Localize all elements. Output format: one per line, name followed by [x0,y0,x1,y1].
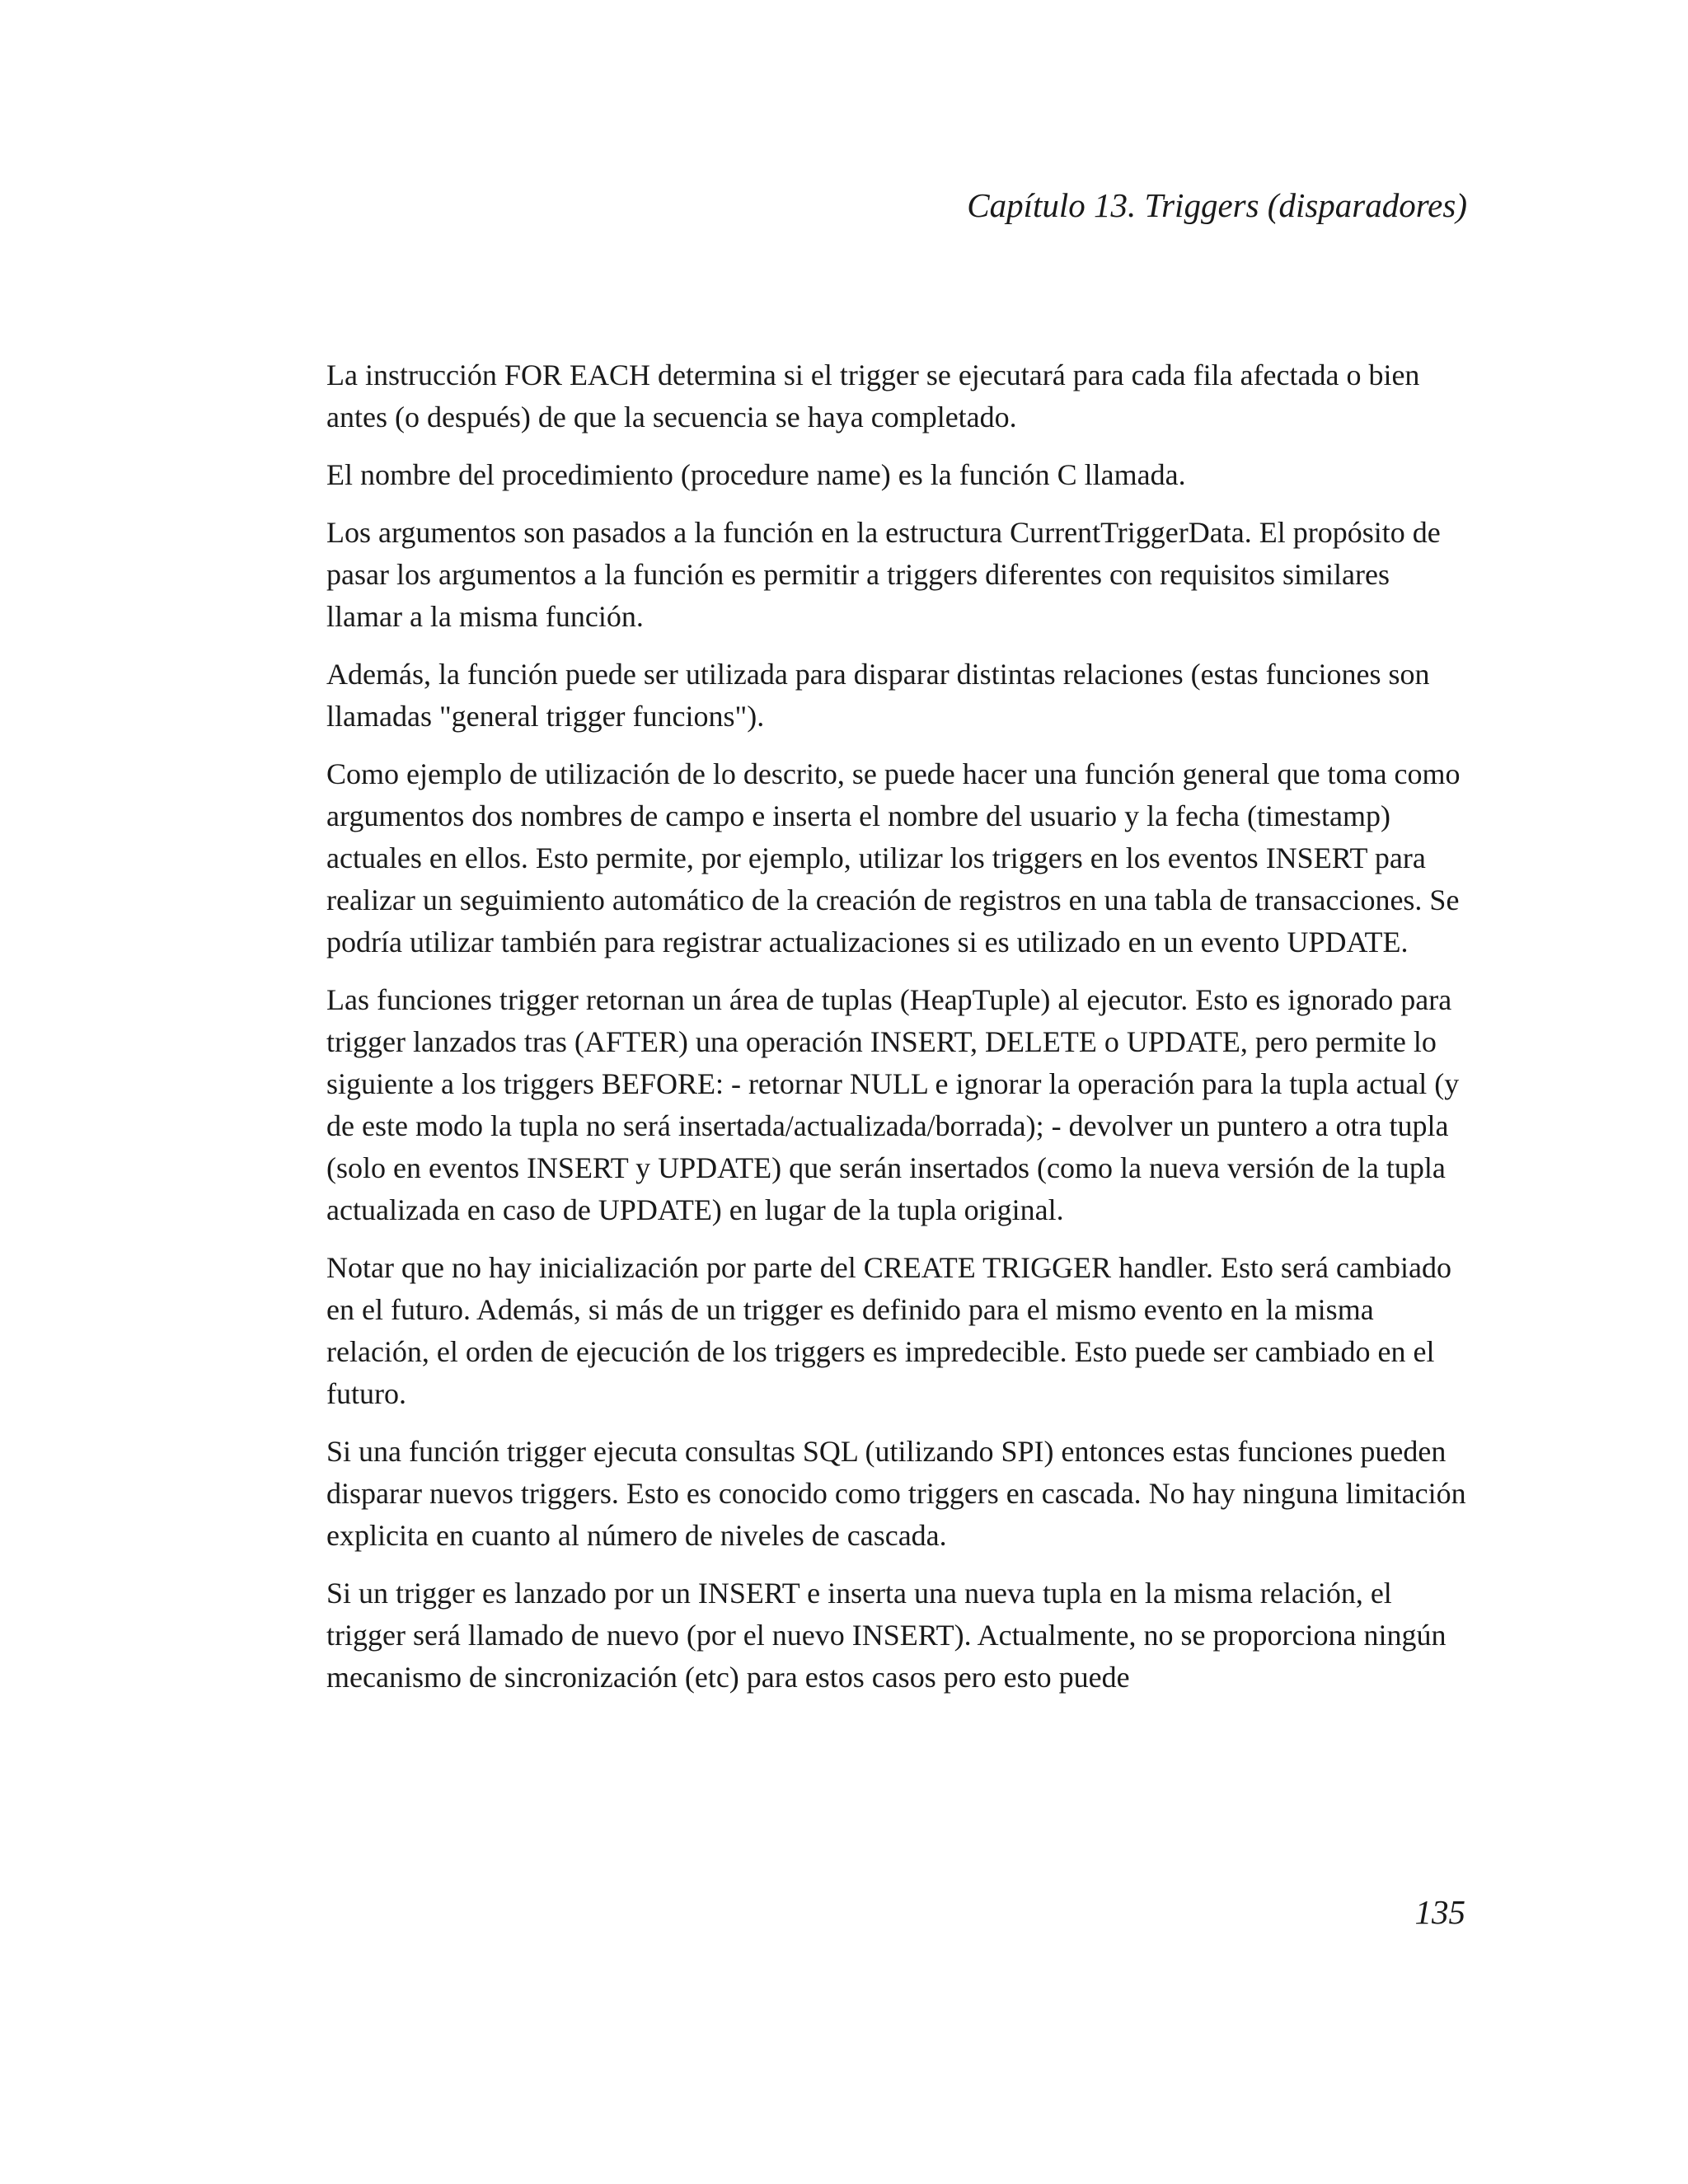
paragraph: Como ejemplo de utilización de lo descrito, se puede hacer una función general que toma como argumentos dos nombres de campo e inserta el nombre del usuario y la fecha (timestamp) actuales en ellos. Esto permite, por ejemplo, utilizar los triggers en los eventos INSERT para realizar un seguimiento automático de la creación de registros en una tabla de transacciones. Se podría utilizar también para registrar actualizaciones si es utilizado en un evento UPDATE. [326,757,1461,958]
paragraph: Además, la función puede ser utilizada para disparar distintas relaciones (estas funciones son llamadas "general trigger funcions"). [326,658,1430,733]
paragraph: El nombre del procedimiento (procedure name) es la función C llamada. [326,458,1186,491]
paragraph: Las funciones trigger retornan un área de tuplas (HeapTuple) al ejecutor. Esto es ignorado para trigger lanzados tras (AFTER) una operación INSERT, DELETE o UPDATE, pero permite lo siguiente a los triggers BEFORE: - retornar NULL e ignorar la operación para la tupla actual (y de este modo la tupla no será insertada/actualizada/borrada); - devolver un puntero a otra tupla (solo en eventos INSERT y UPDATE) que serán insertados (como la nueva versión de la tupla actualizada en caso de UPDATE) en lugar de la tupla original. [326,983,1460,1226]
paragraph: Los argumentos son pasados a la función en la estructura CurrentTriggerData. El propósito de pasar los argumentos a la función es permitir a triggers diferentes con requisitos similares llamar a la misma función. [326,516,1441,633]
paragraph: Notar que no hay inicialización por parte del CREATE TRIGGER handler. Esto será cambiado en el futuro. Además, si más de un trigger es definido para el mismo evento en la misma relación, el orden de ejecución de los triggers es impredecible. Esto puede ser cambiado en el futuro. [326,1251,1451,1410]
page-number: 135 [1414,1893,1465,1931]
running-header: Capítulo 13. Triggers (disparadores) [967,186,1467,224]
paragraph: Si un trigger es lanzado por un INSERT e inserta una nueva tupla en la misma relación, el trigger será llamado de nuevo (por el nuevo INSERT). Actualmente, no se proporciona ningún mecanismo de sincronización (etc) para estos casos pero esto puede [326,1577,1447,1694]
paragraph: La instrucción FOR EACH determina si el trigger se ejecutará para cada fila afectada o bien antes (o después) de que la secuencia se haya completado. [326,359,1420,434]
paragraph: Si una función trigger ejecuta consultas SQL (utilizando SPI) entonces estas funciones pueden disparar nuevos triggers. Esto es conocido como triggers en cascada. No hay ninguna limitación explicita en cuanto al número de niveles de cascada. [326,1435,1466,1552]
body-text [326,354,1470,1714]
